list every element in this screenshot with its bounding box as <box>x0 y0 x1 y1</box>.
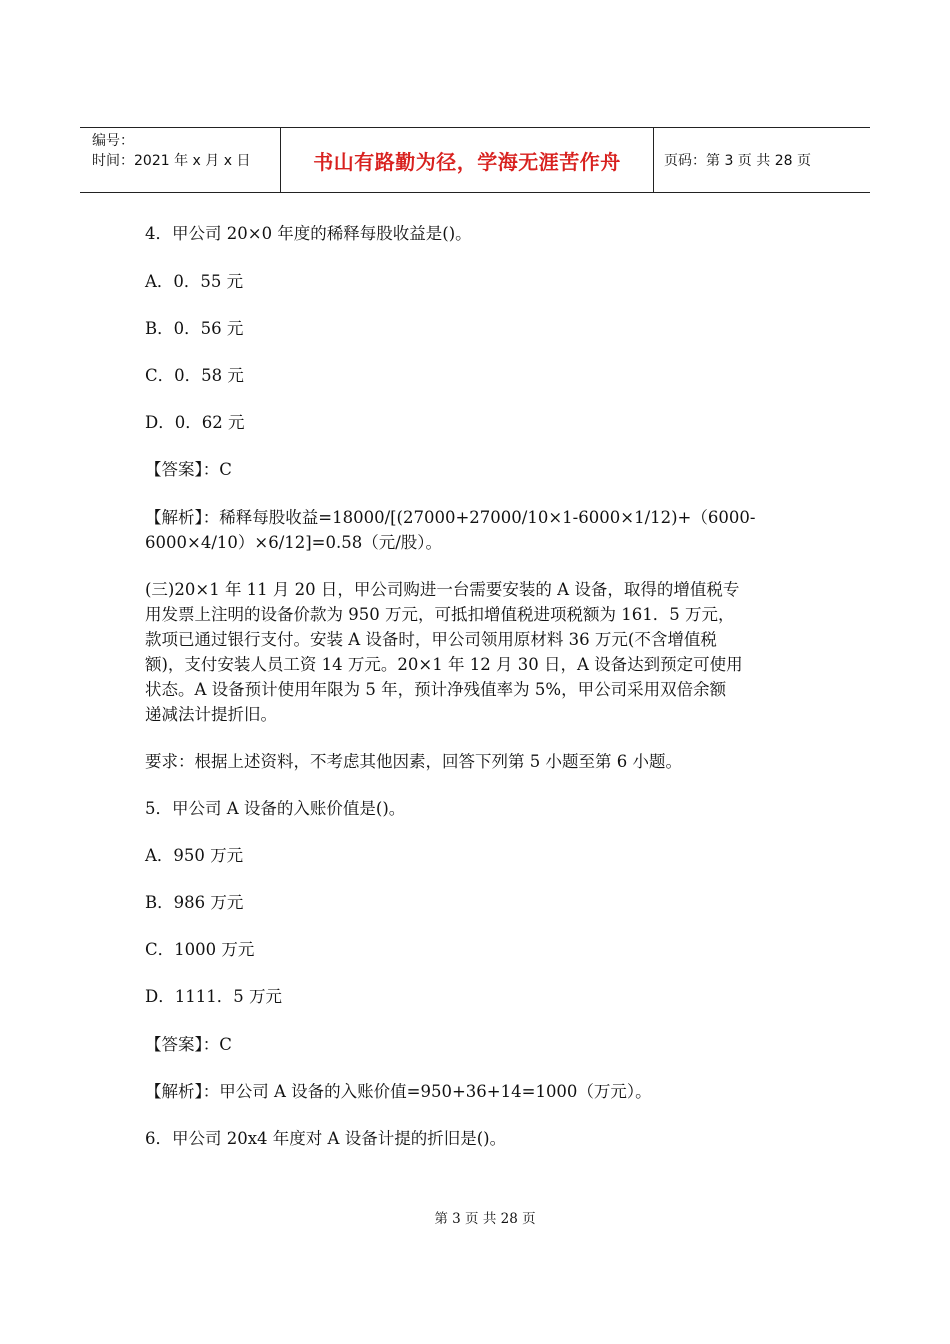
case-3-line-3: 款项已通过银行支付。安装 A 设备时，甲公司领用原材料 36 万元(不含增值税 <box>145 630 717 649</box>
question-5-option-a: A．950 万元 <box>145 846 244 865</box>
question-5-option-c: C．1000 万元 <box>145 940 255 959</box>
case-3-line-6: 递减法计提折旧。 <box>145 705 277 724</box>
case-3-line-5: 状态。A 设备预计使用年限为 5 年，预计净残值率为 5%，甲公司采用双倍余额 <box>145 680 727 699</box>
case-3-line-4: 额)，支付安装人员工资 14 万元。20×1 年 12 月 30 日，A 设备达到预定可使用 <box>145 655 743 674</box>
question-4: 4．甲公司 20×0 年度的稀释每股收益是()。 <box>145 224 472 243</box>
page-footer: 第 3 页 共 28 页 <box>434 1211 536 1227</box>
question-4-option-b: B．0．56 元 <box>145 319 244 338</box>
case-3-line-1: (三)20×1 年 11 月 20 日，甲公司购进一台需要安装的 A 设备，取得的增值税专 <box>145 580 740 599</box>
question-4-analysis-line-1: 【解析】：稀释每股收益=18000/[(27000+27000/10×1-6000×1/12)+（6000- <box>145 508 756 527</box>
question-4-answer: 【答案】：C <box>145 460 232 479</box>
question-4-option-a: A．0．55 元 <box>145 272 244 291</box>
question-6: 6．甲公司 20x4 年度对 A 设备计提的折旧是()。 <box>145 1129 507 1148</box>
question-4-option-c: C．0．58 元 <box>145 366 244 385</box>
question-4-analysis-line-2: 6000×4/10）×6/12]=0.58（元/股）。 <box>145 533 443 552</box>
question-5-analysis: 【解析】：甲公司 A 设备的入账价值=950+36+14=1000（万元）。 <box>145 1082 652 1101</box>
header-meta <box>80 128 281 192</box>
question-5-option-d: D．1111．5 万元 <box>145 987 282 1006</box>
header-motto: 书山有路勤为径，学海无涯苦作舟 <box>281 128 654 192</box>
requirement-text: 要求：根据上述资料，不考虑其他因素，回答下列第 5 小题至第 6 小题。 <box>145 752 682 771</box>
question-5: 5．甲公司 A 设备的入账价值是()。 <box>145 799 406 818</box>
document-number-label: 编号： <box>92 133 134 149</box>
question-5-answer: 【答案】：C <box>145 1035 232 1054</box>
header-page-info: 页码：第 3 页 共 28 页 <box>664 153 811 169</box>
document-date: 时间：2021 年 x 月 x 日 <box>92 153 251 169</box>
case-3-line-2: 用发票上注明的设备价款为 950 万元，可抵扣增值税进项税额为 161．5 万元， <box>145 605 735 624</box>
question-5-option-b: B．986 万元 <box>145 893 244 912</box>
document-header <box>80 127 870 193</box>
question-4-option-d: D．0．62 元 <box>145 413 245 432</box>
